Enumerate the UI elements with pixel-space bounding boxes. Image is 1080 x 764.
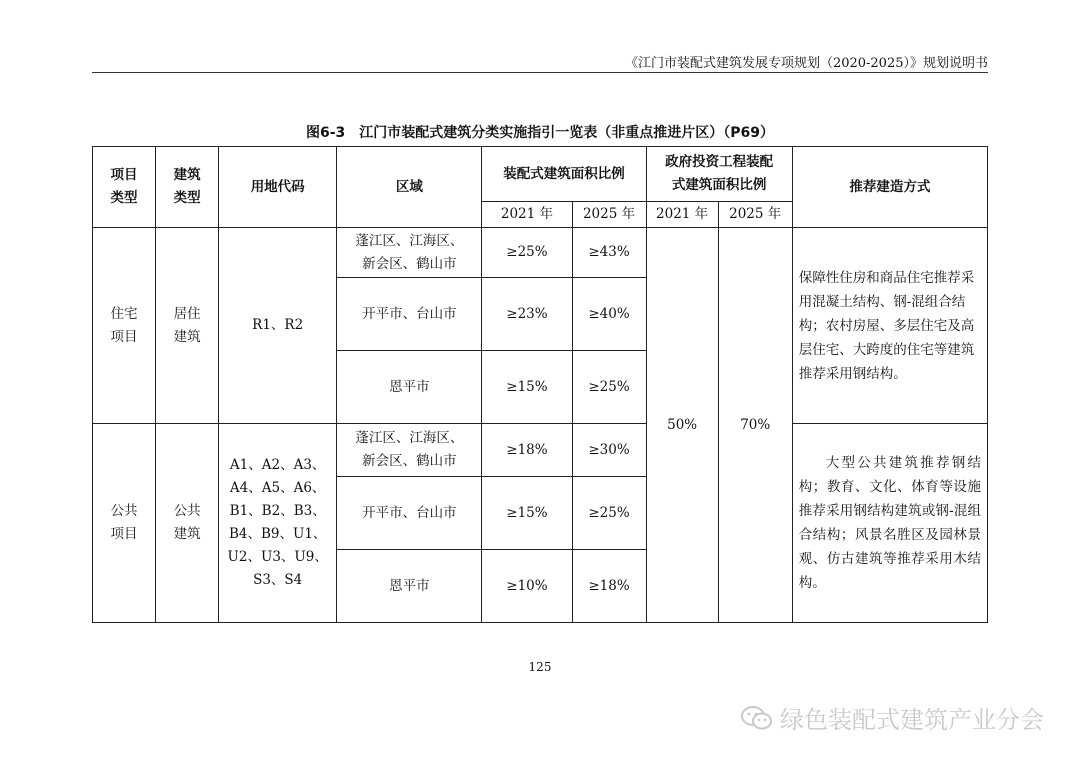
ratio-2025-cell: ≥18% [572, 550, 646, 623]
area-cell: 恩平市 [337, 550, 482, 623]
wechat-icon [740, 705, 774, 731]
header-land-code: 用地代码 [219, 147, 337, 228]
header-gov-year-2025: 2025 年 [718, 202, 792, 228]
land-code-cell: A1、A2、A3、 A4、A5、A6、 B1、B2、B3、 B4、B9、U1、 U2、U3、U9、 S3、S4 [219, 424, 337, 623]
ratio-2021-cell: ≥10% [482, 550, 572, 623]
ratio-2025-cell: ≥43% [572, 228, 646, 278]
watermark-text: 绿色装配式建筑产业分会 [780, 706, 1044, 734]
ratio-2021-cell: ≥25% [482, 228, 572, 278]
ratio-2025-cell: ≥25% [572, 477, 646, 550]
header-building-type: 建筑 类型 [156, 147, 219, 228]
gov-2021-cell: 50% [646, 228, 718, 623]
table-row [93, 424, 988, 477]
header-project-type: 项目 类型 [93, 147, 156, 228]
ratio-2021-cell: ≥23% [482, 278, 572, 351]
document-header: 《江门市装配式建筑发展专项规划（2020-2025）》规划说明书 [624, 56, 988, 71]
header-year-2021: 2021 年 [482, 202, 572, 228]
watermark [740, 700, 1044, 735]
header-year-2025: 2025 年 [572, 202, 646, 228]
area-cell: 蓬江区、江海区、 新会区、鹤山市 [337, 424, 482, 477]
header-rule [92, 72, 988, 73]
area-cell: 开平市、台山市 [337, 477, 482, 550]
area-cell: 蓬江区、江海区、 新会区、鹤山市 [337, 228, 482, 278]
building-type-cell: 居住 建筑 [156, 228, 219, 424]
header-gov-year-2021: 2021 年 [646, 202, 718, 228]
project-type-cell: 住宅 项目 [93, 228, 156, 424]
ratio-2025-cell: ≥30% [572, 424, 646, 477]
table-row [93, 228, 988, 278]
project-type-cell: 公共 项目 [93, 424, 156, 623]
area-cell: 开平市、台山市 [337, 278, 482, 351]
guidance-table [92, 146, 988, 623]
header-method: 推荐建造方式 [792, 147, 987, 228]
area-cell: 恩平市 [337, 351, 482, 424]
header-gov-ratio: 政府投资工程装配 式建筑面积比例 [646, 147, 792, 202]
method-cell: 保障性住房和商品住宅推荐采用混凝土结构、钢-混组合结构；农村房屋、多层住宅及高层住宅、大跨度的住宅等建筑推荐采用钢结构。 [792, 228, 987, 424]
land-code-cell: R1、R2 [219, 228, 337, 424]
ratio-2021-cell: ≥15% [482, 477, 572, 550]
ratio-2021-cell: ≥15% [482, 351, 572, 424]
gov-2025-cell: 70% [718, 228, 792, 623]
ratio-2021-cell: ≥18% [482, 424, 572, 477]
page-number: 125 [528, 660, 552, 674]
header-area: 区域 [337, 147, 482, 228]
ratio-2025-cell: ≥40% [572, 278, 646, 351]
ratio-2025-cell: ≥25% [572, 351, 646, 424]
method-cell: 大型公共建筑推荐钢结构；教育、文化、体育等设施推荐采用钢结构建筑或钢-混组合结构；风景名胜区及园林景观、仿古建筑等推荐采用木结构。 [792, 424, 987, 623]
header-prefab-ratio: 装配式建筑面积比例 [482, 147, 646, 202]
building-type-cell: 公共 建筑 [156, 424, 219, 623]
table-caption: 图6-3 江门市装配式建筑分类实施指引一览表（非重点推进片区）（P69） [305, 125, 775, 141]
